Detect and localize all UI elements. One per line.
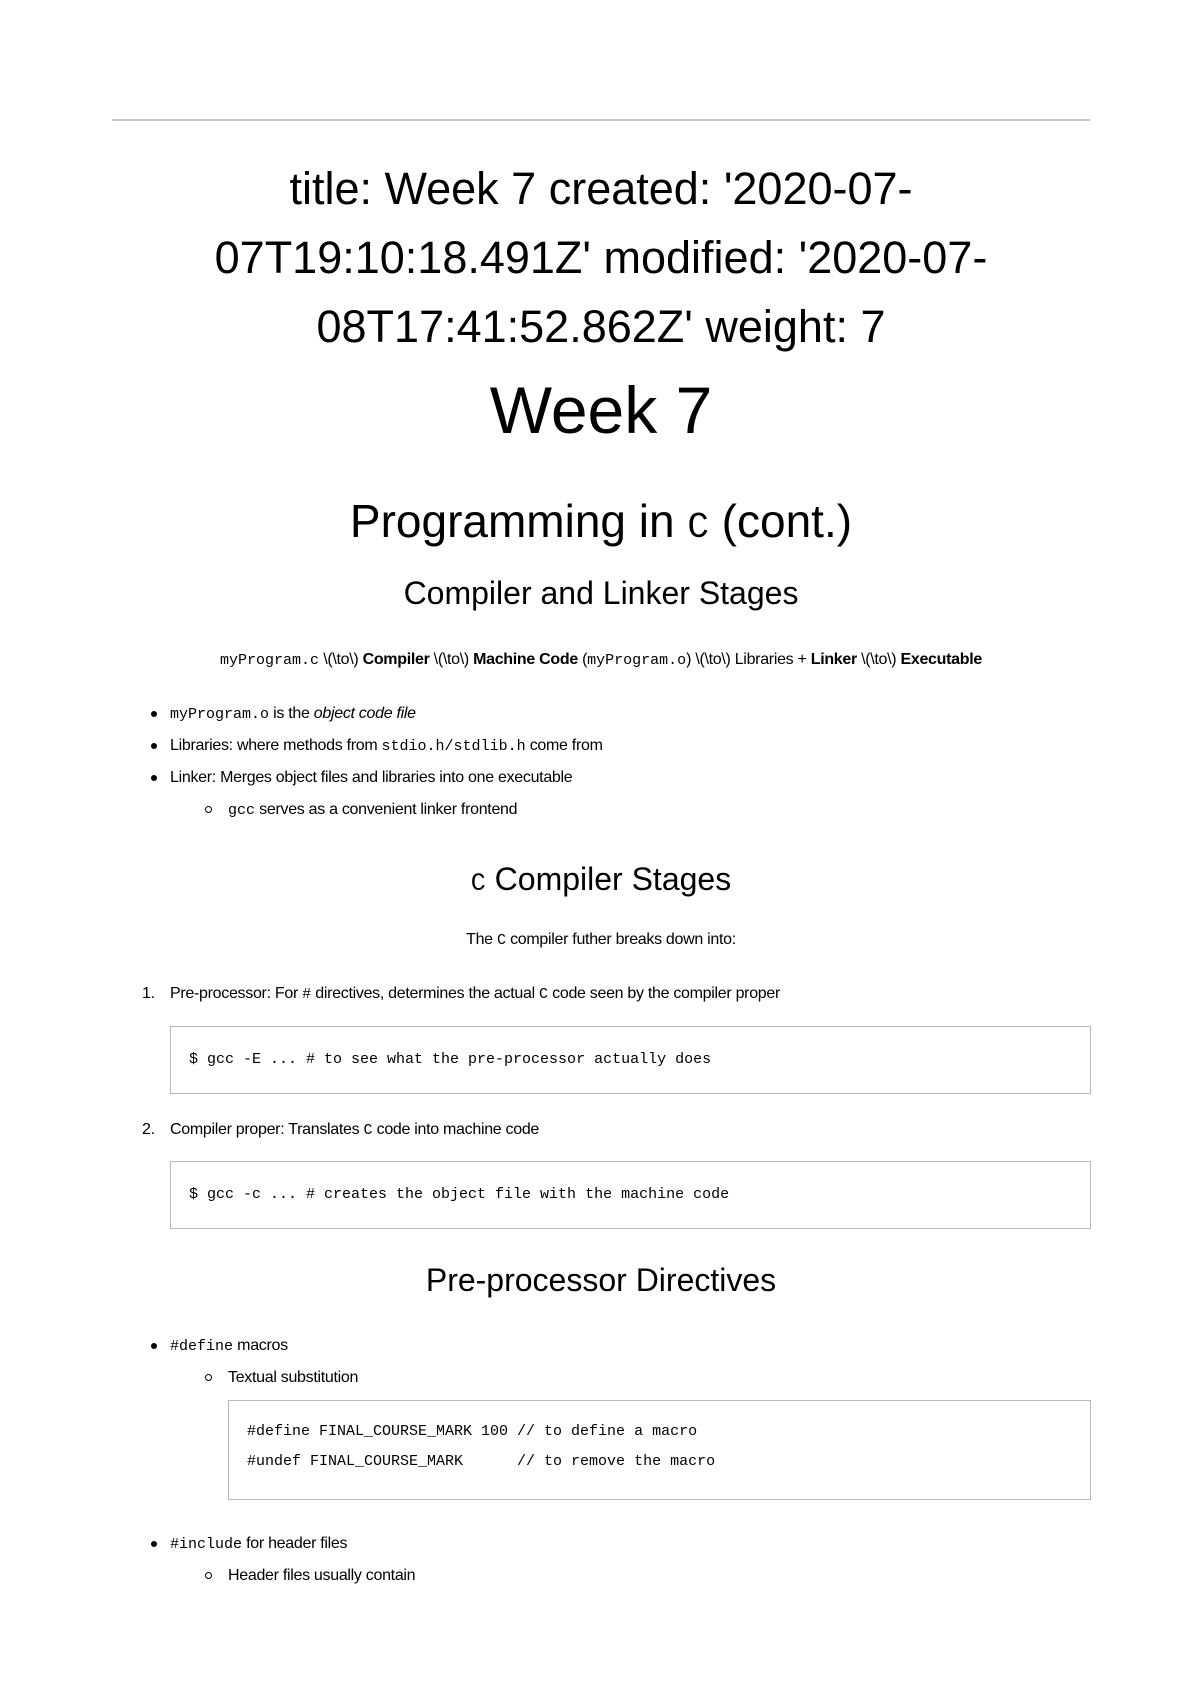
bullet-icon [151, 711, 157, 717]
list-item-text: code into machine code [372, 1121, 540, 1138]
include-code: #include [170, 1536, 243, 1553]
list-item [112, 730, 1090, 762]
bullet-icon [151, 1541, 157, 1547]
intro-text: compiler futher breaks down into: [505, 931, 736, 948]
flow-arrow-1: \(\to\) [319, 651, 363, 668]
front-matter-line-2: 07T19:10:18.491Z' modified: '2020-07- [214, 232, 988, 283]
heading-suffix: (cont.) [708, 495, 853, 547]
circle-bullet-icon [205, 806, 212, 813]
code-line: #define FINAL_COURSE_MARK 100 // to define a macro [247, 1423, 698, 1440]
intro-text: The [466, 931, 497, 948]
code-block-define [228, 1400, 1091, 1500]
list-item [112, 1528, 1090, 1560]
compile-flow-paragraph [112, 649, 1090, 672]
list-item [112, 1330, 1090, 1362]
list-item-text: Linker: Merges object files and libraries into one executable [170, 769, 573, 786]
flow-compiler: Compiler [362, 651, 430, 668]
sub-list-item [112, 1362, 1090, 1394]
gcc-code: gcc [228, 802, 256, 819]
flow-arrow-3: \(\to\) [856, 651, 901, 668]
inline-code: C [538, 986, 548, 1003]
list-item [112, 698, 1090, 730]
flow-executable: Executable [900, 651, 982, 668]
compiler-stages-list [112, 978, 1090, 1010]
sub-list-item [112, 794, 1090, 826]
heading-text: Compiler Stages [485, 861, 732, 897]
flow-linker: Linker [810, 651, 857, 668]
bullet-icon [151, 1343, 157, 1349]
front-matter-line-1: title: Week 7 created: '2020-07- [289, 163, 913, 214]
heading-code: C [687, 507, 709, 548]
list-item-text: Textual substitution [228, 1369, 359, 1386]
code-line: #undef FINAL_COURSE_MARK // to remove the macro [247, 1453, 716, 1470]
list-item-text: come from [525, 737, 603, 754]
code-block-preprocess: $ gcc -E ... # to see what the pre-processor actually does [170, 1026, 1091, 1094]
front-matter-line-3: 08T17:41:52.862Z' weight: 7 [316, 301, 886, 352]
code-block-compile: $ gcc -c ... # creates the object file with the machine code [170, 1161, 1091, 1229]
flow-arrow-2: \(\to\) [429, 651, 474, 668]
heading-prefix: Programming in [349, 495, 688, 547]
circle-bullet-icon [205, 1374, 212, 1381]
list-item-text: Pre-processor: For [170, 985, 303, 1002]
flow-paren-open: ( [577, 651, 588, 668]
list-item-text: macros [233, 1337, 288, 1354]
list-item-text: code seen by the compiler proper [548, 985, 781, 1002]
horizontal-rule [112, 119, 1090, 121]
c-compiler-intro [112, 929, 1090, 952]
heading-code: C [470, 870, 486, 898]
flow-machine-code: Machine Code [473, 651, 578, 668]
list-item [112, 762, 1090, 794]
subheading-c-compiler-stages [112, 858, 1090, 905]
define-code: #define [170, 1338, 234, 1355]
bullet-icon [151, 775, 157, 781]
bullet-icon [151, 743, 157, 749]
inline-code: C [363, 1122, 373, 1139]
flow-source-file: myProgram.c [220, 652, 320, 669]
subheading-preprocessor-directives: Pre-processor Directives [425, 1262, 777, 1298]
section-heading-programming-in-c [112, 491, 1090, 558]
compiler-stages-list-continued [112, 1114, 1090, 1146]
page-title: Week 7 [489, 373, 713, 447]
list-item-text: Libraries: where methods from [170, 737, 382, 754]
list-item-text: for header files [242, 1535, 348, 1552]
intro-code: C [496, 932, 506, 949]
preprocessor-list [112, 1330, 1090, 1394]
object-file-code: myProgram.o [170, 706, 270, 723]
list-item-text: directives, determines the actual [311, 985, 539, 1002]
flow-libraries: ) \(\to\) Libraries + [686, 651, 811, 668]
list-item-text: Compiler proper: Translates [170, 1121, 364, 1138]
preprocessor-list-continued [112, 1528, 1090, 1592]
list-item [112, 978, 1090, 1010]
list-number: 2. [142, 1121, 155, 1138]
object-code-file-em: object code file [313, 705, 416, 722]
circle-bullet-icon [205, 1572, 212, 1579]
front-matter-title [112, 154, 1090, 361]
list-item [112, 1114, 1090, 1146]
header-files-code: stdio.h/stdlib.h [381, 738, 526, 755]
list-item-text: serves as a convenient linker frontend [255, 801, 518, 818]
flow-object-file: myProgram.o [587, 652, 687, 669]
list-item-text: is the [269, 705, 314, 722]
list-number: 1. [142, 985, 155, 1002]
subheading-compiler-linker: Compiler and Linker Stages [403, 575, 799, 611]
list-item-text: Header files usually contain [228, 1567, 416, 1584]
inline-code: # [302, 986, 312, 1003]
compiler-linker-list [112, 698, 1090, 826]
sub-list-item [112, 1560, 1090, 1592]
